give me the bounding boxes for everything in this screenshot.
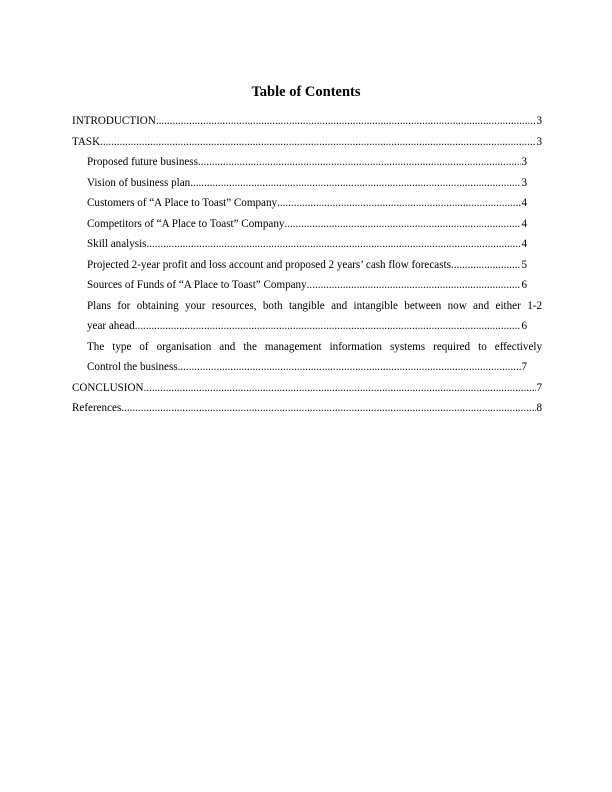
toc-entry-label: TASK	[72, 135, 101, 148]
toc-entry-competitors[interactable]	[72, 214, 542, 235]
toc-page-number: 4	[521, 197, 527, 209]
toc-title: Table of Contents	[251, 84, 361, 100]
toc-leader-dots	[178, 357, 522, 378]
toc-leader-dots	[100, 132, 536, 153]
toc-entry-label: Proposed future business	[87, 156, 198, 168]
toc-leader-dots	[190, 173, 521, 194]
toc-page-number: 6	[521, 320, 527, 332]
toc-leader-dots	[284, 214, 521, 235]
toc-entry-label-line2: Control the business	[87, 361, 178, 373]
toc-entry-label-line1: Plans for obtaining your resources, both tangible and intangible between now and either 1-2	[87, 299, 542, 312]
toc-entry-type-of-organisation[interactable]	[72, 337, 542, 378]
toc-page-number: 3	[536, 135, 542, 148]
toc-page-number: 7	[521, 361, 527, 373]
toc-leader-dots	[135, 316, 522, 337]
toc-entry-label: Vision of business plan	[87, 176, 191, 189]
toc-page-number: 3	[521, 176, 527, 189]
toc-leader-dots	[144, 378, 537, 399]
table-of-contents	[72, 111, 542, 419]
toc-entry-label: References	[72, 402, 122, 414]
toc-page-number: 3	[521, 156, 527, 168]
toc-entry-label: Customers of “A Place to Toast” Company	[87, 197, 278, 209]
toc-entry-label: Skill analysis	[87, 238, 147, 250]
toc-entry-projected-profit-loss[interactable]	[72, 255, 542, 276]
toc-page-number: 3	[536, 115, 542, 127]
toc-entry-sources-of-funds[interactable]	[72, 275, 542, 296]
toc-entry-proposed-future-business[interactable]	[72, 152, 542, 173]
toc-entry-label-line2: year ahead	[87, 320, 135, 332]
toc-page-number: 6	[521, 279, 527, 291]
toc-entry-label: CONCLUSION	[72, 381, 144, 394]
toc-leader-dots	[156, 111, 537, 132]
toc-entry-vision-of-business-plan[interactable]	[72, 173, 542, 194]
toc-entry-label: INTRODUCTION	[72, 115, 156, 127]
toc-entry-conclusion[interactable]	[72, 378, 542, 399]
toc-entry-references[interactable]	[72, 398, 542, 419]
toc-page-number: 4	[521, 217, 527, 230]
toc-entry-skill-analysis[interactable]	[72, 234, 542, 255]
toc-entry-label: Projected 2-year profit and loss account and proposed 2 years’ cash flow forecasts	[87, 258, 451, 271]
toc-page-number: 7	[536, 381, 542, 394]
toc-entry-plans-for-resources[interactable]	[72, 296, 542, 337]
toc-leader-dots	[307, 275, 522, 296]
toc-leader-dots	[198, 152, 522, 173]
toc-page-number: 5	[521, 258, 527, 271]
toc-leader-dots	[277, 193, 521, 214]
toc-entry-introduction[interactable]	[72, 111, 542, 132]
toc-entry-label: Competitors of “A Place to Toast” Company	[87, 217, 285, 230]
toc-entry-customers[interactable]	[72, 193, 542, 214]
toc-page-number: 8	[536, 402, 542, 414]
toc-page-number: 4	[521, 238, 527, 250]
toc-leader-dots	[121, 398, 536, 419]
toc-leader-dots	[451, 255, 522, 276]
toc-entry-label: Sources of Funds of “A Place to Toast” Company	[87, 279, 307, 291]
toc-entry-task[interactable]	[72, 132, 542, 153]
toc-leader-dots	[146, 234, 521, 255]
toc-entry-label-line1: The type of organisation and the management information systems required to effectively	[87, 340, 542, 353]
